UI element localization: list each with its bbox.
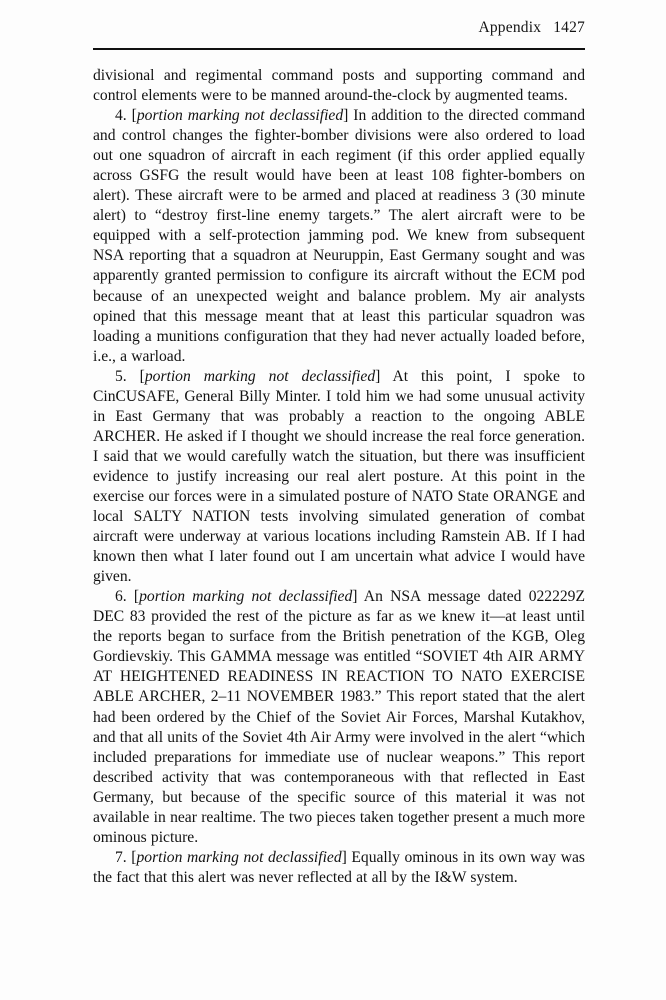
paragraph-lead-in: 7. [ bbox=[115, 848, 137, 866]
paragraph-body: divisional and regimental command posts and supporting command and control elements were to be manned around-the-clock by augmented teams. bbox=[93, 67, 585, 105]
paragraph-body: ] Equally ominous in its own way was the fact that this alert was never reflected at all by the I&W system. bbox=[93, 848, 585, 886]
running-head-label: Appendix bbox=[478, 19, 542, 36]
running-head bbox=[93, 19, 585, 41]
header-rule bbox=[93, 48, 585, 50]
paragraph-lead-in: 4. [ bbox=[115, 107, 137, 125]
paragraph-7 bbox=[93, 848, 585, 888]
paragraph-6 bbox=[93, 587, 585, 848]
paragraph-4 bbox=[93, 106, 585, 367]
paragraph-body: ] At this point, I spoke to CinCUSAFE, General Billy Minter. I told him we had some unusual activity in East Germany that was probably a reaction to the ongoing ABLE ARCHER. He asked if I thought we should increase the real force generation. I said that we would carefully watch the situation, but there was insufficient evidence to justify increasing our real alert posture. At this point in the exercise our forces were in a simulated posture of NATO State ORANGE and local SALTY NATION tests involving simulated generation of combat aircraft were underway at various locations including Ramstein AB. If I had known then what I later found out I am uncertain what advice I would have given. bbox=[93, 367, 585, 586]
paragraph-lead-in: 6. [ bbox=[115, 588, 140, 606]
paragraph-continued bbox=[93, 66, 585, 106]
page-number: 1427 bbox=[553, 19, 585, 36]
redaction-marker: portion marking not declassified bbox=[136, 107, 344, 125]
paragraph-lead-in: 5. [ bbox=[115, 367, 145, 385]
body-text-column bbox=[93, 66, 585, 888]
paragraph-5 bbox=[93, 367, 585, 588]
paragraph-body: ] In addition to the directed command and control changes the fighter-bomber divisions were also ordered to load out one squadron of aircraft in each regiment (if this order applied equally across GSFG the result would have been at least 108 fighter-bombers on alert). These aircraft were to be armed and placed at readiness 3 (30 minute alert) to “destroy first-line enemy targets.” The alert aircraft were to be equipped with a self-protection jamming pod. We knew from subsequent NSA reporting that a squadron at Neuruppin, East Germany sought and was apparently granted permission to configure its aircraft without the ECM pod because of an unexpected weight and balance problem. My air analysts opined that this message meant that at least this particular squadron was loading a munitions configuration that they had never actually loaded before, i.e., a warload. bbox=[93, 107, 585, 365]
redaction-marker: portion marking not declassified bbox=[139, 588, 353, 606]
paragraph-body: ] An NSA message dated 022229Z DEC 83 provided the rest of the picture as far as we knew it—at least until the reports began to surface from the British penetration of the KGB, Oleg Gordievskiy. This GAMMA message was entitled “SOVIET 4th AIR ARMY AT HEIGHTENED READINESS IN REACTION TO NATO EXERCISE ABLE ARCHER, 2–11 NOVEMBER 1983.” This report stated that the alert had been ordered by the Chief of the Soviet Air Forces, Marshal Kutakhov, and that all units of the Soviet 4th Air Army were involved in the alert “which included preparations for immediate use of nuclear weapons.” This report described activity that was contemporaneous with that reflected in East Germany, but because of the specific source of this material it was not available in near realtime. The two pieces taken together present a much more ominous picture. bbox=[93, 588, 585, 846]
redaction-marker: portion marking not declassified bbox=[144, 367, 376, 385]
redaction-marker: portion marking not declassified bbox=[136, 848, 342, 866]
